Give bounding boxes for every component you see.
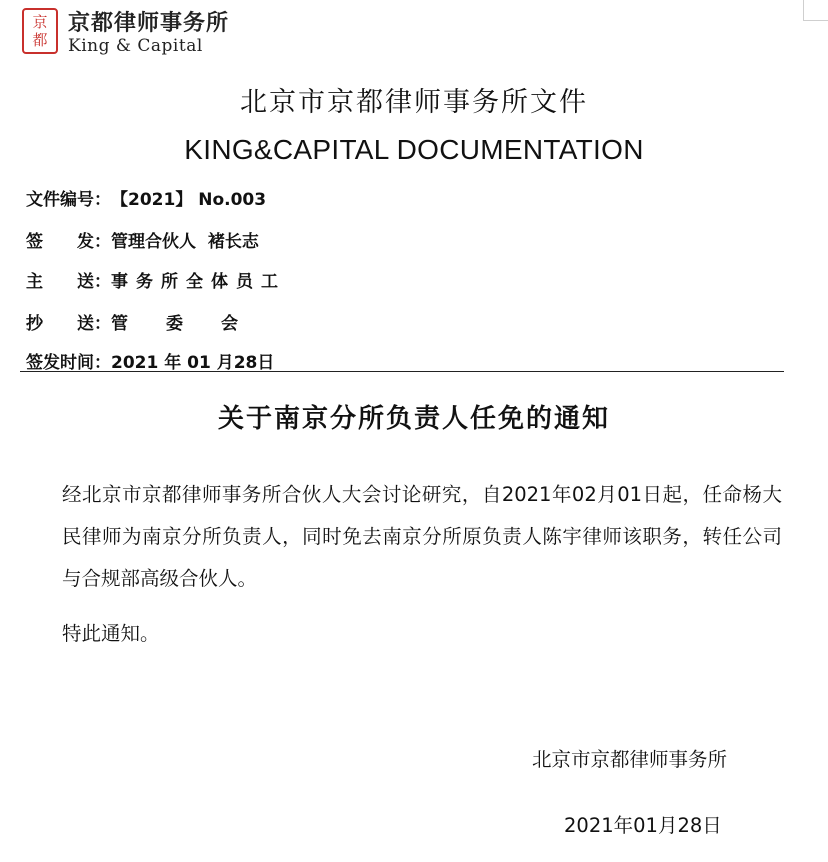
seal-char-2: 都: [32, 31, 48, 49]
firm-logo: [20, 6, 250, 60]
notice-closing: 特此通知。: [62, 622, 160, 645]
issuer-value: 管理合伙人 褚长志: [111, 232, 259, 252]
meta-doc-number: [26, 185, 266, 210]
meta-issue-date: [26, 348, 274, 373]
cc-value-2: 委: [166, 314, 183, 334]
cc-label-a: 抄: [26, 314, 43, 334]
cc-label-b: 送：: [77, 314, 111, 334]
issuer-label-b: 发：: [77, 232, 111, 252]
cc-value-3: 会: [221, 314, 238, 334]
document-title-cn: 北京市京都律师事务所文件: [240, 87, 588, 118]
doc-number-value: 【2021】 No.003: [111, 190, 267, 210]
logo-name-en: King & Capital: [68, 36, 203, 56]
notice-paragraph: 经北京市京都律师事务所合伙人大会讨论研究，自2021年02月01日起，任命杨大民律师为南京分所负责人，同时免去南京分所原负责人陈宇律师该职务，转任公司与合规部高级合伙人。: [62, 483, 782, 590]
cc-value-1: 管: [111, 314, 128, 334]
seal-char-1: 京: [32, 13, 48, 31]
to-label-a: 主: [26, 272, 43, 292]
signature-date: 2021年01月28日: [564, 814, 722, 837]
meta-recipients: [26, 267, 286, 292]
meta-issuer: [26, 227, 259, 252]
to-label-b: 送：: [77, 272, 111, 292]
to-value: 事务所全体员工: [111, 272, 286, 292]
document-title-en: KING&CAPITAL DOCUMENTATION: [184, 134, 644, 165]
issue-date-value: 2021 年 01 月28日: [111, 353, 275, 373]
notice-body: [22, 474, 782, 600]
page-corner-mark: [803, 0, 828, 21]
issuer-label-a: 签: [26, 232, 43, 252]
header-divider: [20, 371, 784, 372]
meta-cc: [26, 309, 238, 334]
logo-name-cn: 京都律师事务所: [68, 10, 230, 36]
firm-seal-icon: [22, 8, 58, 54]
issue-date-label: 签发时间：: [26, 353, 111, 373]
notice-title: 关于南京分所负责人任免的通知: [217, 404, 610, 434]
doc-number-label: 文件编号：: [26, 190, 111, 210]
signature-organization: 北京市京都律师事务所: [532, 748, 728, 771]
